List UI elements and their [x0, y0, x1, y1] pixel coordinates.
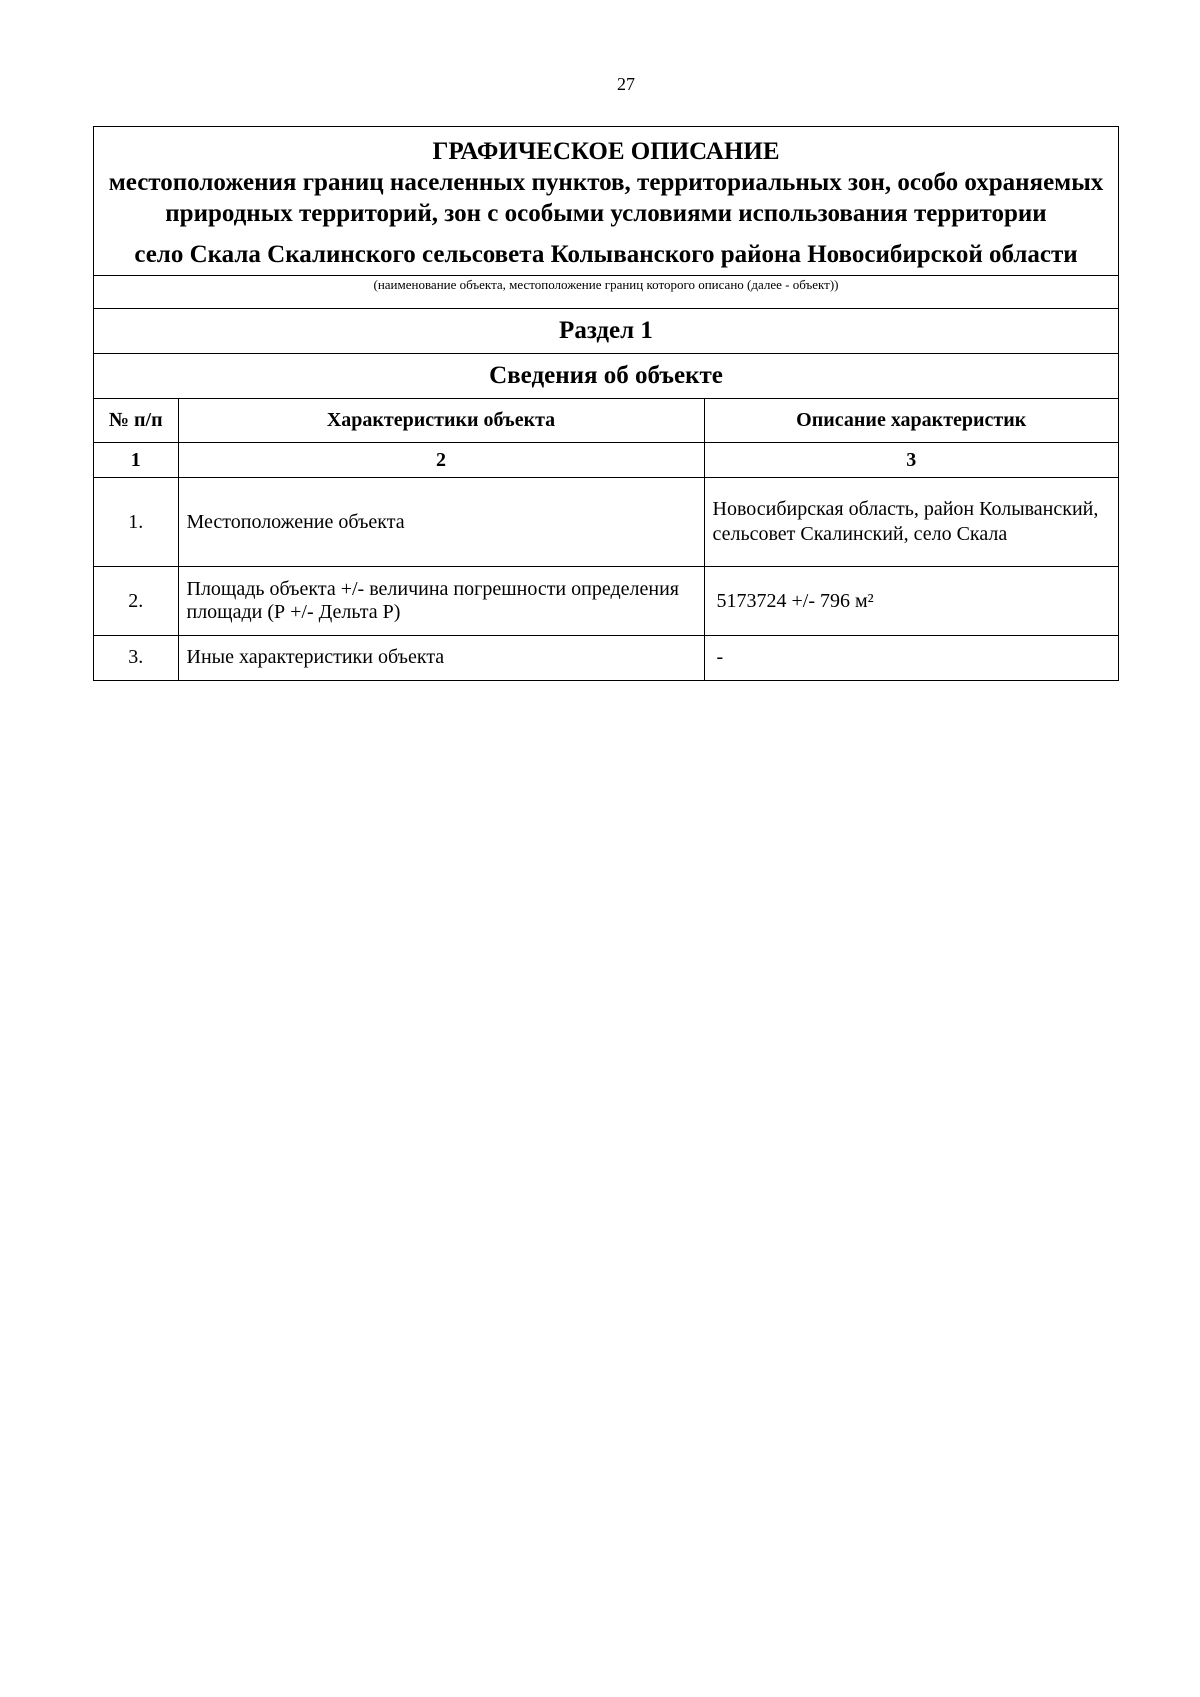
row-description: Новосибирская область, район Колыванский, сельсовет Скалинский, село Скала [704, 478, 1118, 567]
row-number: 2. [94, 567, 178, 636]
row-description: - [704, 636, 1118, 680]
row-number: 1. [94, 478, 178, 567]
row-characteristic: Площадь объекта +/- величина погрешности определения площади (Р +/- Дельта Р) [178, 567, 704, 636]
column-index: 2 [178, 443, 704, 478]
page-number: 27 [617, 74, 635, 94]
table-header-row [94, 399, 1118, 443]
table-index-row [94, 443, 1118, 478]
table-row [94, 636, 1118, 680]
header-characteristic: Характеристики объекта [178, 399, 704, 443]
graphic-description-document [93, 126, 1119, 681]
section-heading: Сведения об объекте [94, 353, 1118, 398]
title-block [94, 127, 1118, 275]
object-characteristics-table [94, 398, 1118, 680]
column-index: 1 [94, 443, 178, 478]
table-row [94, 567, 1118, 636]
section-label: Раздел 1 [94, 308, 1118, 353]
table-row [94, 478, 1118, 567]
row-description: 5173724 +/- 796 м² [704, 567, 1118, 636]
document-subtitle: местоположения границ населенных пунктов, территориальных зон, особо охраняемых природных территорий, зон с особыми условиями использования территории [108, 169, 1104, 227]
row-characteristic: Иные характеристики объекта [178, 636, 704, 680]
object-name: село Скала Скалинского сельсовета Колыванского района Новосибирской области [134, 241, 1078, 268]
row-number: 3. [94, 636, 178, 680]
header-number: № п/п [94, 399, 178, 443]
header-description: Описание характеристик [704, 399, 1118, 443]
object-name-caption: (наименование объекта, местоположение границ которого описано (далее - объект)) [94, 275, 1118, 308]
column-index: 3 [704, 443, 1118, 478]
document-title: ГРАФИЧЕСКОЕ ОПИСАНИЕ [432, 138, 780, 165]
row-characteristic: Местоположение объекта [178, 478, 704, 567]
